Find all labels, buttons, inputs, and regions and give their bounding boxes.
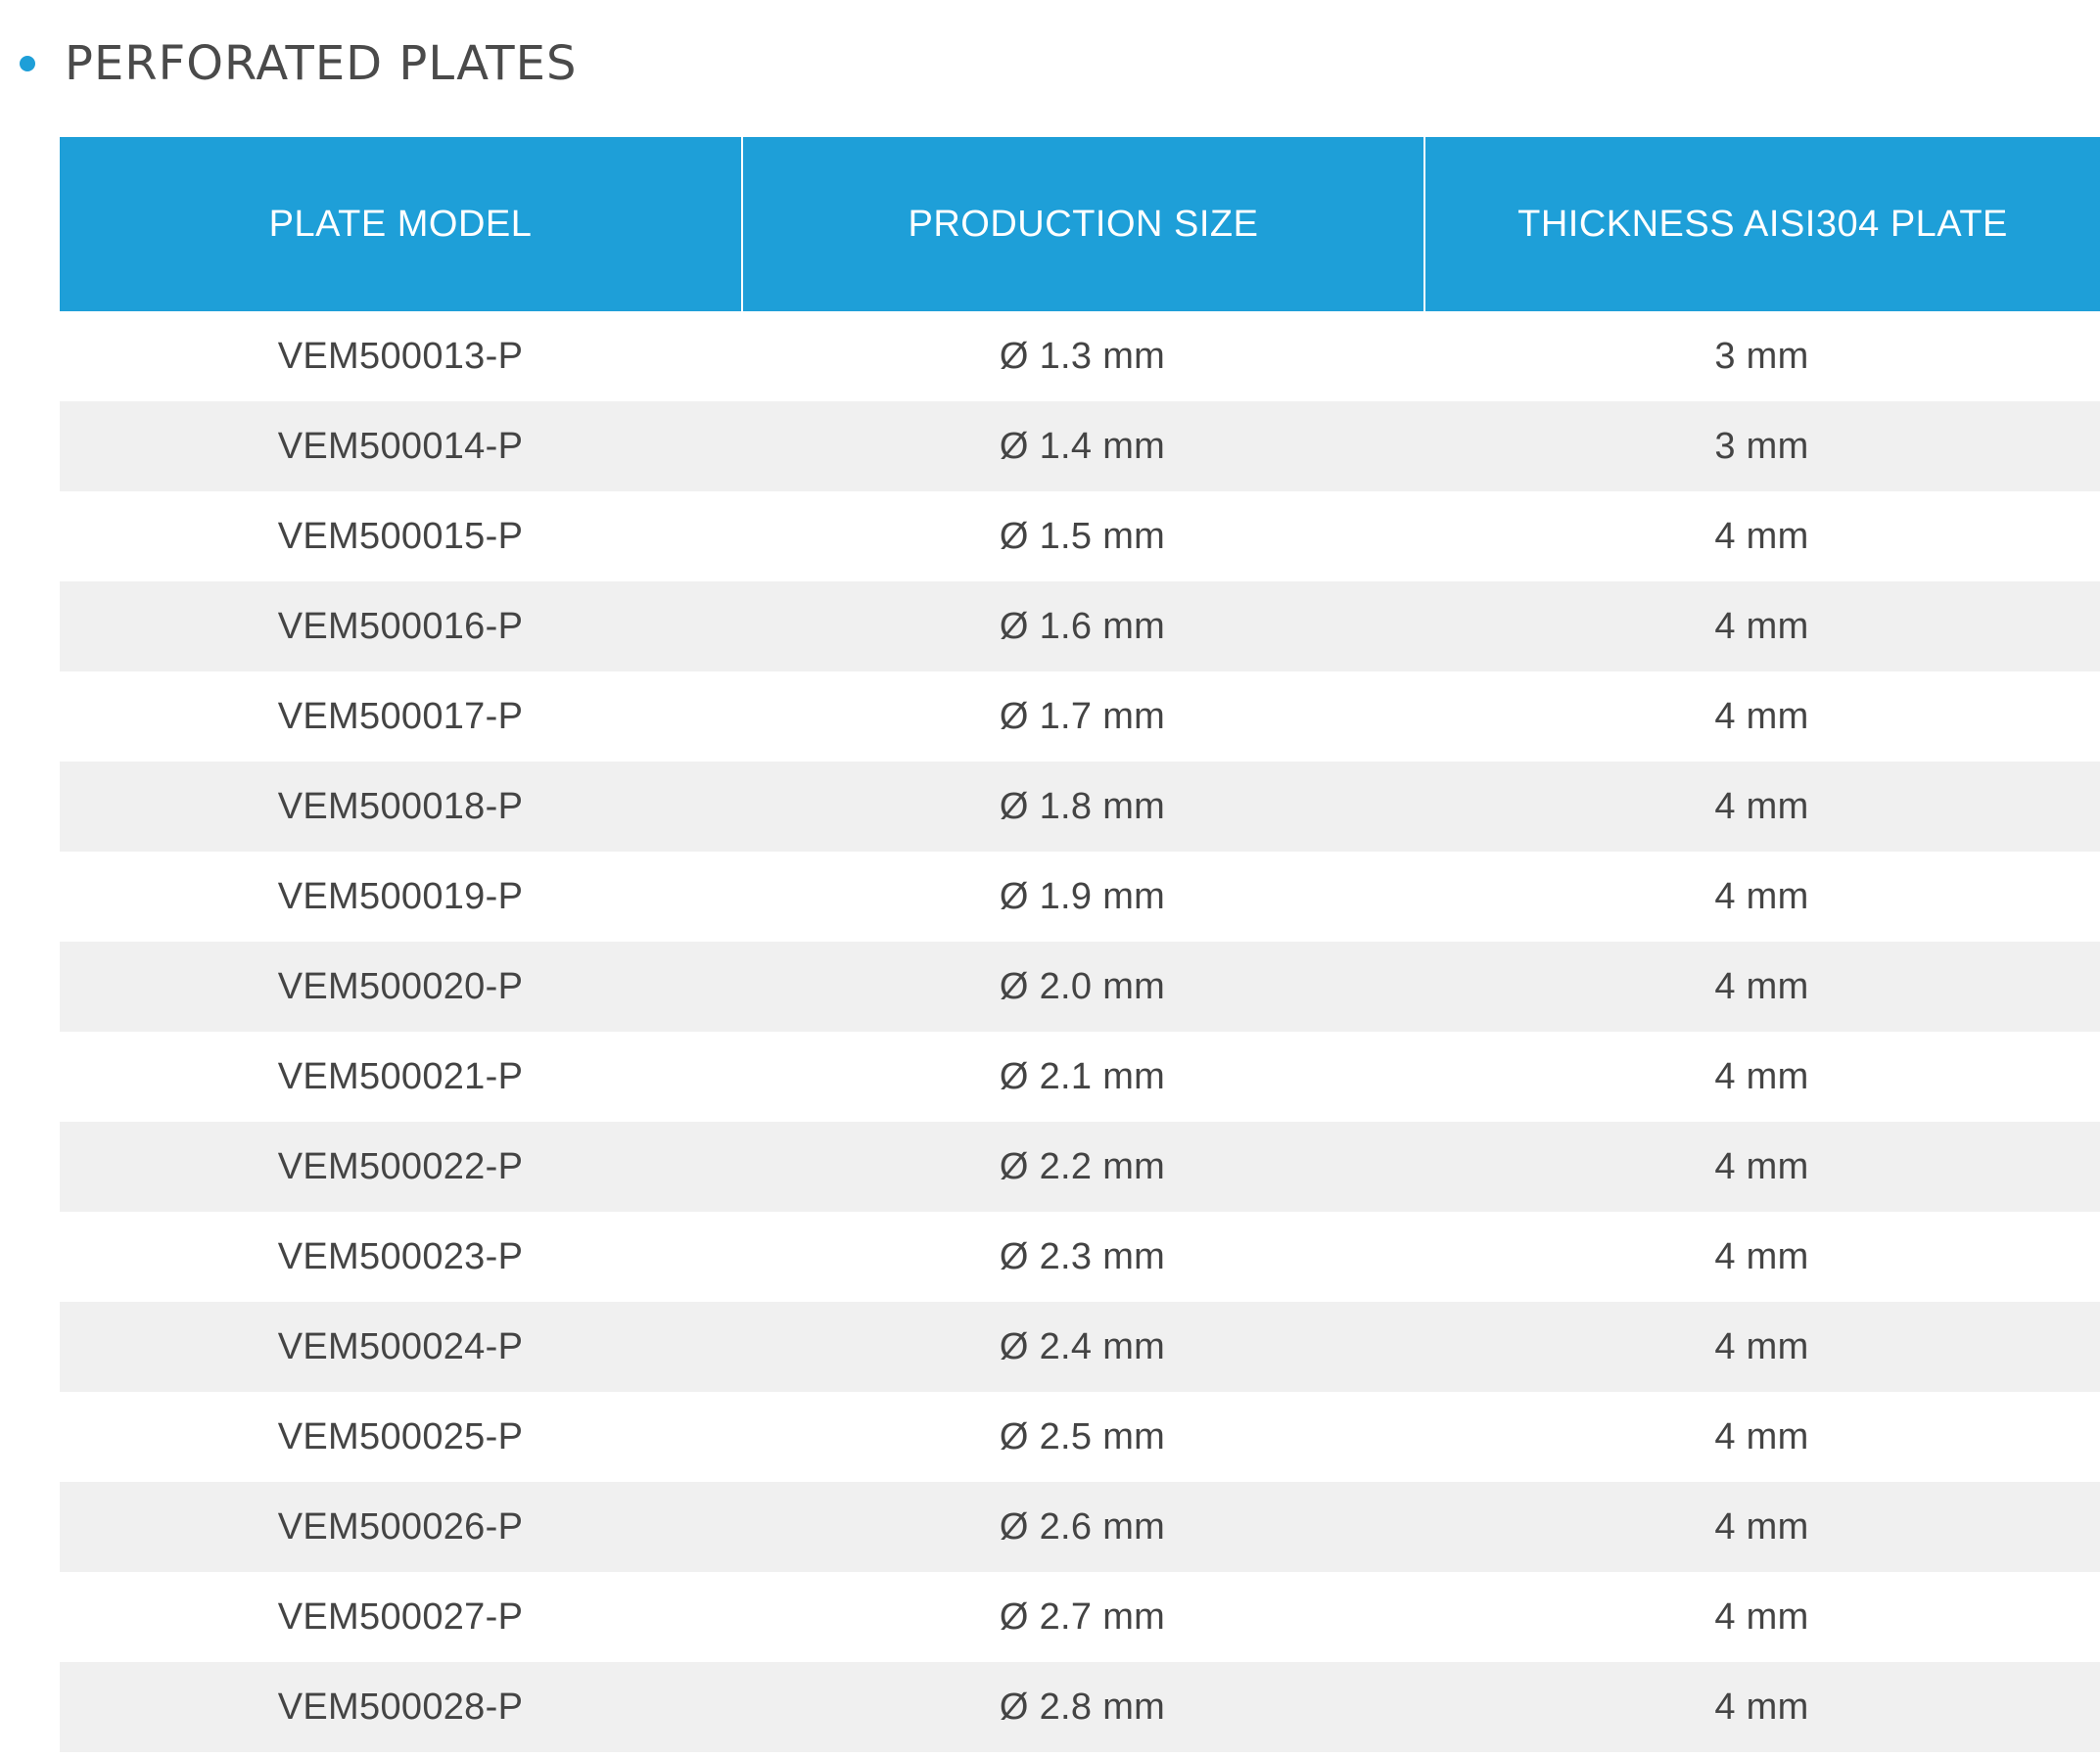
plate-model-cell: VEM500022-P bbox=[277, 1145, 524, 1187]
thickness-cell: 4 mm bbox=[1714, 875, 1809, 917]
thickness-cell: 4 mm bbox=[1714, 965, 1809, 1007]
table-row bbox=[60, 491, 2100, 581]
thickness-cell: 4 mm bbox=[1714, 1325, 1809, 1367]
table-row bbox=[60, 1032, 2100, 1122]
plate-model-cell: VEM500021-P bbox=[277, 1055, 524, 1097]
thickness-cell: 4 mm bbox=[1714, 605, 1809, 647]
table-row bbox=[60, 1572, 2100, 1662]
thickness-cell: 4 mm bbox=[1714, 1235, 1809, 1277]
table-row bbox=[60, 401, 2100, 491]
thickness-cell: 4 mm bbox=[1714, 1055, 1809, 1097]
table-row bbox=[60, 581, 2100, 671]
plate-model-cell: VEM500017-P bbox=[277, 695, 524, 737]
thickness-cell: 4 mm bbox=[1714, 515, 1809, 557]
plate-model-cell: VEM500014-P bbox=[277, 425, 524, 467]
thickness-cell: 3 mm bbox=[1714, 335, 1809, 377]
production-size-cell: Ø 1.7 mm bbox=[999, 695, 1166, 737]
table-row bbox=[60, 1302, 2100, 1392]
plate-model-cell: VEM500028-P bbox=[277, 1686, 524, 1728]
production-size-cell: Ø 2.7 mm bbox=[999, 1595, 1166, 1638]
production-size-cell: Ø 1.6 mm bbox=[999, 605, 1166, 647]
production-size-cell: Ø 2.0 mm bbox=[999, 965, 1166, 1007]
thickness-cell: 4 mm bbox=[1714, 1595, 1809, 1638]
column-header-thickness: THICKNESS AISI304 PLATE bbox=[1423, 137, 2100, 311]
production-size-cell: Ø 1.8 mm bbox=[999, 785, 1166, 827]
production-size-cell: Ø 2.3 mm bbox=[999, 1235, 1166, 1277]
perforated-plates-table bbox=[60, 137, 2100, 1752]
production-size-cell: Ø 2.5 mm bbox=[999, 1415, 1166, 1457]
plate-model-cell: VEM500018-P bbox=[277, 785, 524, 827]
thickness-cell: 4 mm bbox=[1714, 1505, 1809, 1548]
thickness-cell: 4 mm bbox=[1714, 1145, 1809, 1187]
production-size-cell: Ø 2.8 mm bbox=[999, 1686, 1166, 1728]
thickness-cell: 4 mm bbox=[1714, 1686, 1809, 1728]
plate-model-cell: VEM500026-P bbox=[277, 1505, 524, 1548]
plate-model-cell: VEM500020-P bbox=[277, 965, 524, 1007]
thickness-cell: 3 mm bbox=[1714, 425, 1809, 467]
section-header bbox=[20, 29, 577, 98]
production-size-cell: Ø 2.1 mm bbox=[999, 1055, 1166, 1097]
plate-model-cell: VEM500025-P bbox=[277, 1415, 524, 1457]
column-header-plate-model: PLATE MODEL bbox=[60, 137, 741, 311]
thickness-cell: 4 mm bbox=[1714, 785, 1809, 827]
plate-model-cell: VEM500016-P bbox=[277, 605, 524, 647]
table-header bbox=[60, 137, 2100, 311]
plate-model-cell: VEM500013-P bbox=[277, 335, 524, 377]
plate-model-cell: VEM500027-P bbox=[277, 1595, 524, 1638]
production-size-cell: Ø 1.3 mm bbox=[999, 335, 1166, 377]
table-row bbox=[60, 311, 2100, 401]
production-size-cell: Ø 2.2 mm bbox=[999, 1145, 1166, 1187]
production-size-cell: Ø 1.4 mm bbox=[999, 425, 1166, 467]
production-size-cell: Ø 1.9 mm bbox=[999, 875, 1166, 917]
bullet-icon bbox=[20, 56, 35, 71]
plate-model-cell: VEM500019-P bbox=[277, 875, 524, 917]
production-size-cell: Ø 1.5 mm bbox=[999, 515, 1166, 557]
column-header-production-size: PRODUCTION SIZE bbox=[741, 137, 1423, 311]
table-row bbox=[60, 1122, 2100, 1212]
table-row bbox=[60, 1482, 2100, 1572]
plate-model-cell: VEM500024-P bbox=[277, 1325, 524, 1367]
table-body bbox=[60, 311, 2100, 1752]
table-row bbox=[60, 762, 2100, 852]
table-row bbox=[60, 942, 2100, 1032]
thickness-cell: 4 mm bbox=[1714, 1415, 1809, 1457]
production-size-cell: Ø 2.4 mm bbox=[999, 1325, 1166, 1367]
table-row bbox=[60, 671, 2100, 762]
plate-model-cell: VEM500015-P bbox=[277, 515, 524, 557]
production-size-cell: Ø 2.6 mm bbox=[999, 1505, 1166, 1548]
table-row bbox=[60, 1662, 2100, 1752]
thickness-cell: 4 mm bbox=[1714, 695, 1809, 737]
section-title: PERFORATED PLATES bbox=[65, 36, 578, 91]
table-row bbox=[60, 852, 2100, 942]
table-row bbox=[60, 1392, 2100, 1482]
plate-model-cell: VEM500023-P bbox=[277, 1235, 524, 1277]
table-row bbox=[60, 1212, 2100, 1302]
